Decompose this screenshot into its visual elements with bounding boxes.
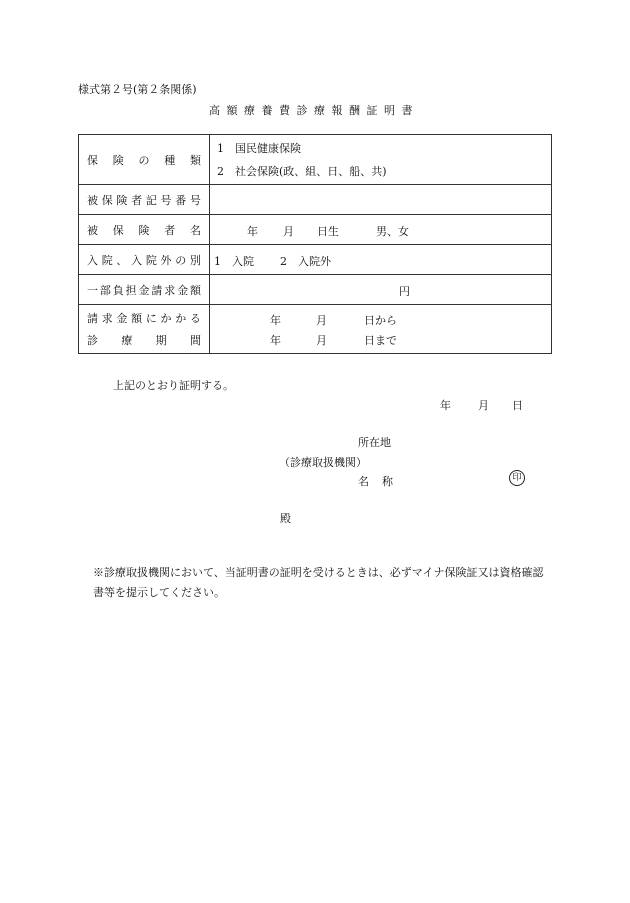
label-char: 外 bbox=[160, 253, 172, 267]
label-char: 号 bbox=[189, 193, 201, 207]
insured-number-label bbox=[79, 185, 210, 215]
label-char: 号 bbox=[160, 193, 172, 207]
address-label: 所在地 bbox=[358, 436, 391, 449]
birth-day: 日生 bbox=[317, 224, 339, 238]
label-char: 金 bbox=[116, 312, 128, 325]
label-char: 金 bbox=[138, 283, 150, 297]
footnote: ※診療取扱機関において、当証明書の証明を受けるときは、必ずマイナ保険証又は資格確認書等を提示してください。 bbox=[93, 566, 544, 599]
period-from-year: 年 bbox=[270, 314, 281, 327]
label-char: 部 bbox=[99, 283, 111, 297]
label-char: 間 bbox=[189, 334, 201, 347]
label-char: の bbox=[175, 253, 187, 267]
label-char: 記 bbox=[145, 193, 157, 207]
certification-statement: 上記のとおり証明する。 bbox=[113, 379, 234, 392]
label-char: 者 bbox=[164, 223, 176, 237]
period-to-day: 日まで bbox=[364, 334, 397, 347]
label-char: 険 bbox=[116, 193, 128, 207]
label-char: 名 bbox=[358, 475, 369, 488]
insured-name-label bbox=[79, 215, 210, 245]
label-char: 院 bbox=[101, 253, 113, 267]
insurance-option-social[interactable]: 2 社会保険(政、組、日、船、共) bbox=[217, 165, 387, 178]
label-char: 名 bbox=[190, 223, 201, 237]
label-char: か bbox=[160, 312, 172, 325]
table-row-admission bbox=[79, 245, 552, 275]
label-char: る bbox=[189, 312, 201, 325]
cert-year: 年 bbox=[440, 399, 451, 412]
period-to-year: 年 bbox=[270, 334, 281, 347]
label-char: 険 bbox=[138, 223, 150, 237]
label-char: 一 bbox=[87, 283, 98, 297]
label-char: 院 bbox=[145, 253, 157, 267]
label-char: 者 bbox=[131, 193, 143, 207]
period-from-day: 日から bbox=[364, 314, 397, 327]
label-char: 期 bbox=[155, 334, 167, 347]
label-char: 被 bbox=[87, 193, 98, 207]
addressee-suffix: 殿 bbox=[280, 512, 291, 525]
copay-unit: 円 bbox=[399, 284, 410, 298]
label-char: 類 bbox=[190, 153, 201, 167]
label-char: 保 bbox=[112, 223, 124, 237]
label-char: 入 bbox=[131, 253, 143, 267]
admission-label bbox=[79, 245, 210, 275]
admission-option-outpatient[interactable]: 2 入院外 bbox=[280, 254, 331, 268]
certificate-table bbox=[78, 134, 552, 354]
table-row-insured-number bbox=[79, 185, 552, 215]
copay-amount-field[interactable] bbox=[210, 275, 552, 305]
label-char: 別 bbox=[189, 253, 201, 267]
label-char: の bbox=[138, 153, 150, 167]
insurance-option-national[interactable]: 1 国民健康保険 bbox=[217, 142, 301, 155]
label-char: 保 bbox=[101, 193, 113, 207]
document-title: 高額療養費診療報酬証明書 bbox=[209, 104, 419, 117]
cert-day: 日 bbox=[512, 399, 523, 412]
label-char: 保 bbox=[87, 153, 98, 167]
label-char: 請 bbox=[151, 283, 163, 297]
birth-year: 年 bbox=[247, 224, 258, 238]
label-char: 金 bbox=[177, 283, 189, 297]
label-char: に bbox=[145, 312, 157, 325]
period-field[interactable] bbox=[210, 305, 552, 354]
table-row-insurance-type bbox=[79, 135, 552, 185]
insured-name-field[interactable] bbox=[210, 215, 552, 245]
label-char: 負 bbox=[112, 283, 124, 297]
period-from[interactable] bbox=[210, 312, 551, 326]
certification-date[interactable] bbox=[438, 397, 528, 411]
table-row-copay bbox=[79, 275, 552, 305]
table-row-insured-name bbox=[79, 215, 552, 245]
label-char: 診 bbox=[87, 334, 98, 347]
label-char: 険 bbox=[112, 153, 124, 167]
sex-options[interactable]: 男、女 bbox=[376, 224, 409, 238]
label-char: 額 bbox=[131, 312, 143, 325]
label-char: 、 bbox=[116, 253, 128, 267]
copay-label bbox=[79, 275, 210, 305]
label-char: か bbox=[175, 312, 187, 325]
insurance-type-value[interactable] bbox=[210, 135, 552, 185]
label-char: 被 bbox=[87, 223, 98, 237]
insurance-type-label bbox=[79, 135, 210, 185]
admission-field[interactable] bbox=[210, 245, 552, 275]
cert-month: 月 bbox=[478, 399, 489, 412]
period-label bbox=[79, 305, 210, 354]
institution-label: （診療取扱機関） bbox=[279, 456, 367, 469]
admission-option-inpatient[interactable]: 1 入院 bbox=[214, 254, 254, 268]
table-row-period bbox=[79, 305, 552, 354]
period-from-month: 月 bbox=[316, 314, 327, 327]
label-char: 担 bbox=[125, 283, 137, 297]
period-to-month: 月 bbox=[316, 334, 327, 347]
birth-month: 月 bbox=[283, 224, 294, 238]
label-char: 入 bbox=[87, 253, 98, 267]
seal-mark: 印 bbox=[509, 470, 525, 486]
label-char: 求 bbox=[164, 283, 176, 297]
label-char: 額 bbox=[190, 283, 201, 297]
label-char: 種 bbox=[164, 153, 176, 167]
label-char: 請 bbox=[87, 312, 98, 325]
label-char: 療 bbox=[121, 334, 133, 347]
label-char: 番 bbox=[175, 193, 187, 207]
label-char: 称 bbox=[382, 475, 393, 488]
label-char: 求 bbox=[101, 312, 113, 325]
period-to[interactable] bbox=[210, 332, 551, 346]
insured-number-value[interactable] bbox=[210, 193, 217, 206]
insured-number-field[interactable] bbox=[210, 185, 552, 215]
form-number: 様式第２号(第２条関係) bbox=[78, 83, 197, 96]
